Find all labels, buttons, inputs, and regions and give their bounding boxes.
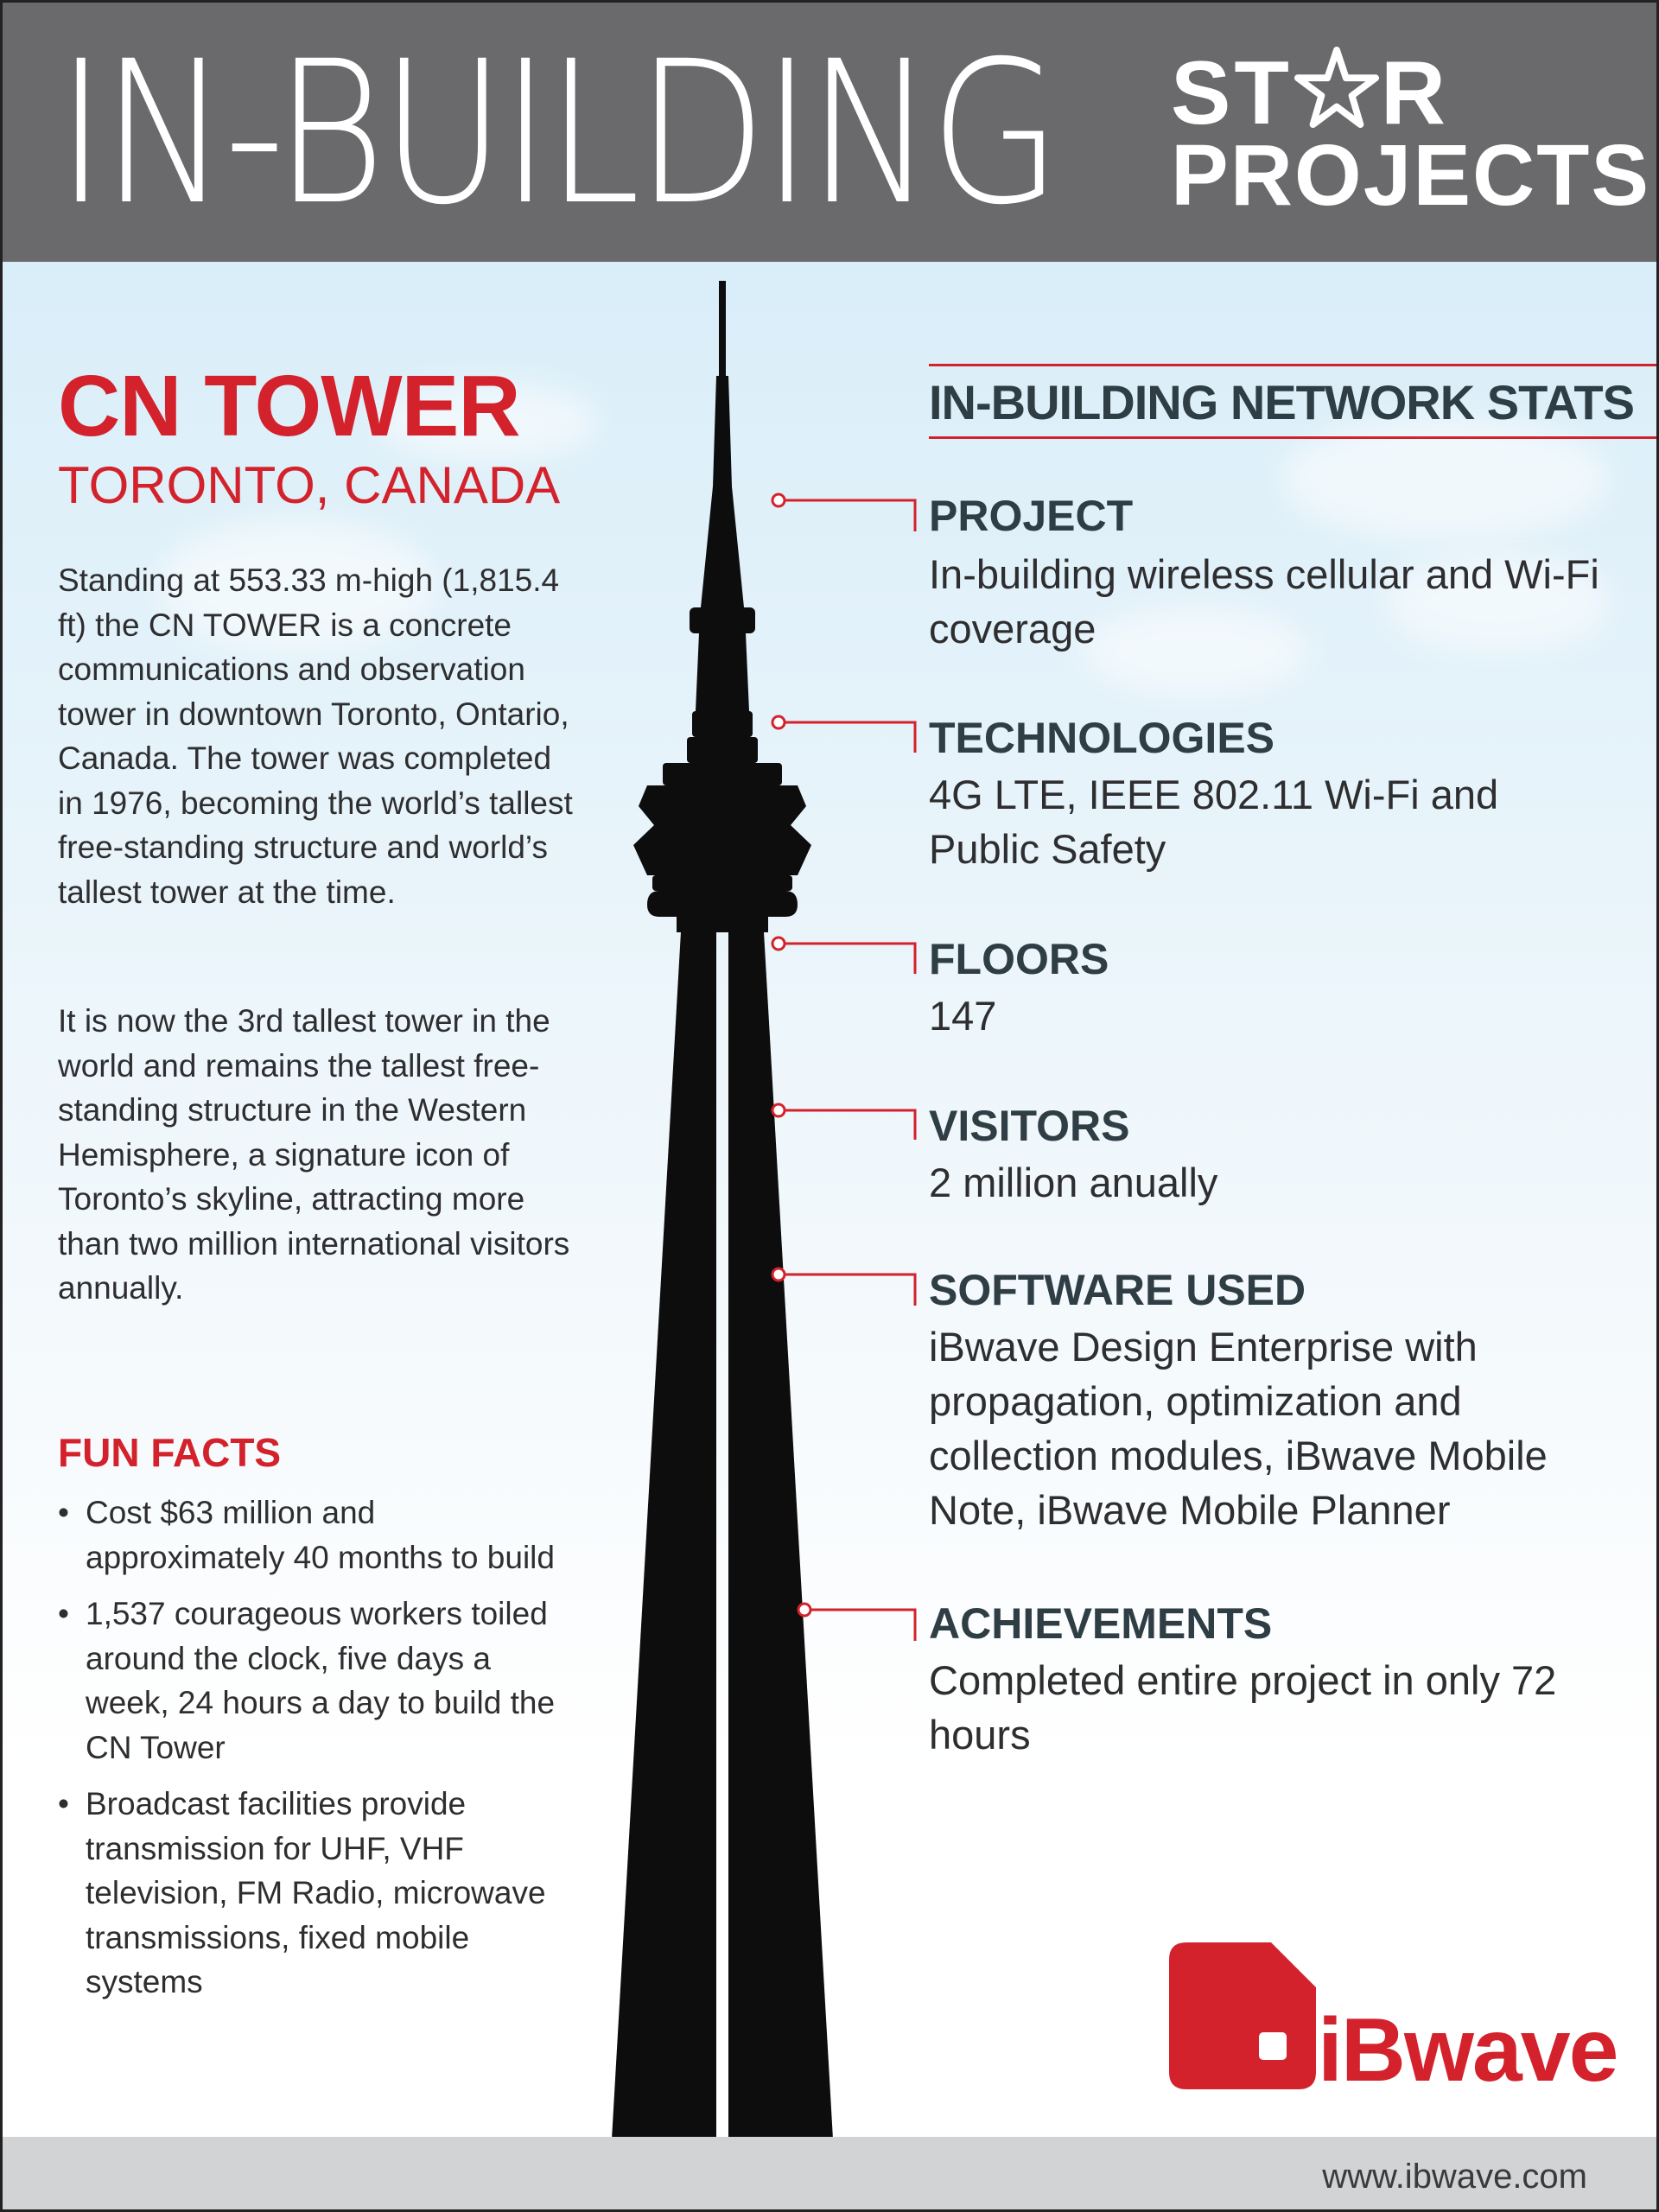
project-description-secondary: It is now the 3rd tallest tower in the world and remains the tallest free-standing structure in the Western Hemisphere, a signature icon of Toronto’s skyline, attracting more than two million international visitors annually. [58, 1003, 570, 1306]
bullet-icon: • [58, 1786, 69, 1821]
stat-label-floors: FLOORS [929, 935, 1109, 983]
website-link[interactable]: www.ibwave.com [1322, 2158, 1587, 2196]
header-star-right: R [1380, 43, 1450, 143]
stat-label-visitors: VISITORS [929, 1102, 1130, 1150]
header-projects: PROJECTS [1171, 127, 1651, 224]
stat-value-achievements: Completed entire project in only 72 hours [929, 1657, 1557, 1758]
header-star-left: ST [1171, 43, 1293, 143]
header-title: IN-BUILDING [56, 18, 1057, 248]
stat-label-achievements: ACHIEVEMENTS [929, 1599, 1273, 1648]
footer-bar [3, 2137, 1659, 2212]
stat-label-software: SOFTWARE USED [929, 1266, 1306, 1314]
fun-facts-heading: FUN FACTS [58, 1430, 282, 1475]
project-title: CN TOWER [58, 358, 520, 454]
fun-fact-text: Broadcast facilities provide transmission for UHF, VHF television, FM Radio, microwave transmissions, fixed mobile systems [86, 1786, 546, 1999]
stat-value-software: iBwave Design Enterprise with propagation, optimization and collection modules, iBwave Mobile Note, iBwave Mobile Planner [929, 1324, 1548, 1533]
fun-fact-text: Cost $63 million and approximately 40 months to build [86, 1495, 555, 1575]
bullet-icon: • [58, 1495, 69, 1530]
project-description: Standing at 553.33 m-high (1,815.4 ft) the CN TOWER is a concrete communications and observation tower in downtown Toronto, Ontario, Canada. The tower was completed in 1976, becoming the world’s tallest free-standing structure and world’s tallest tower at the time. [58, 563, 573, 910]
stat-value-project: In-building wireless cellular and Wi-Fi coverage [929, 551, 1599, 652]
stat-label-technologies: TECHNOLOGIES [929, 714, 1275, 762]
ibwave-logo-icon [1169, 1942, 1316, 2089]
fun-fact-text: 1,537 courageous workers toiled around the clock, five days a week, 24 hours a day to build the CN Tower [86, 1596, 556, 1765]
stat-value-technologies: 4G LTE, IEEE 802.11 Wi-Fi and Public Safety [929, 772, 1499, 872]
stat-connectors [3, 3, 1659, 2212]
stat-value-visitors: 2 million anually [929, 1160, 1218, 1205]
project-location: TORONTO, CANADA [58, 456, 561, 514]
bullet-icon: • [58, 1596, 69, 1631]
stats-heading: IN-BUILDING NETWORK STATS [929, 375, 1634, 429]
stat-label-project: PROJECT [929, 492, 1134, 540]
stat-value-floors: 147 [929, 993, 997, 1039]
ibwave-logo-text: iBwave [1318, 2000, 1618, 2101]
